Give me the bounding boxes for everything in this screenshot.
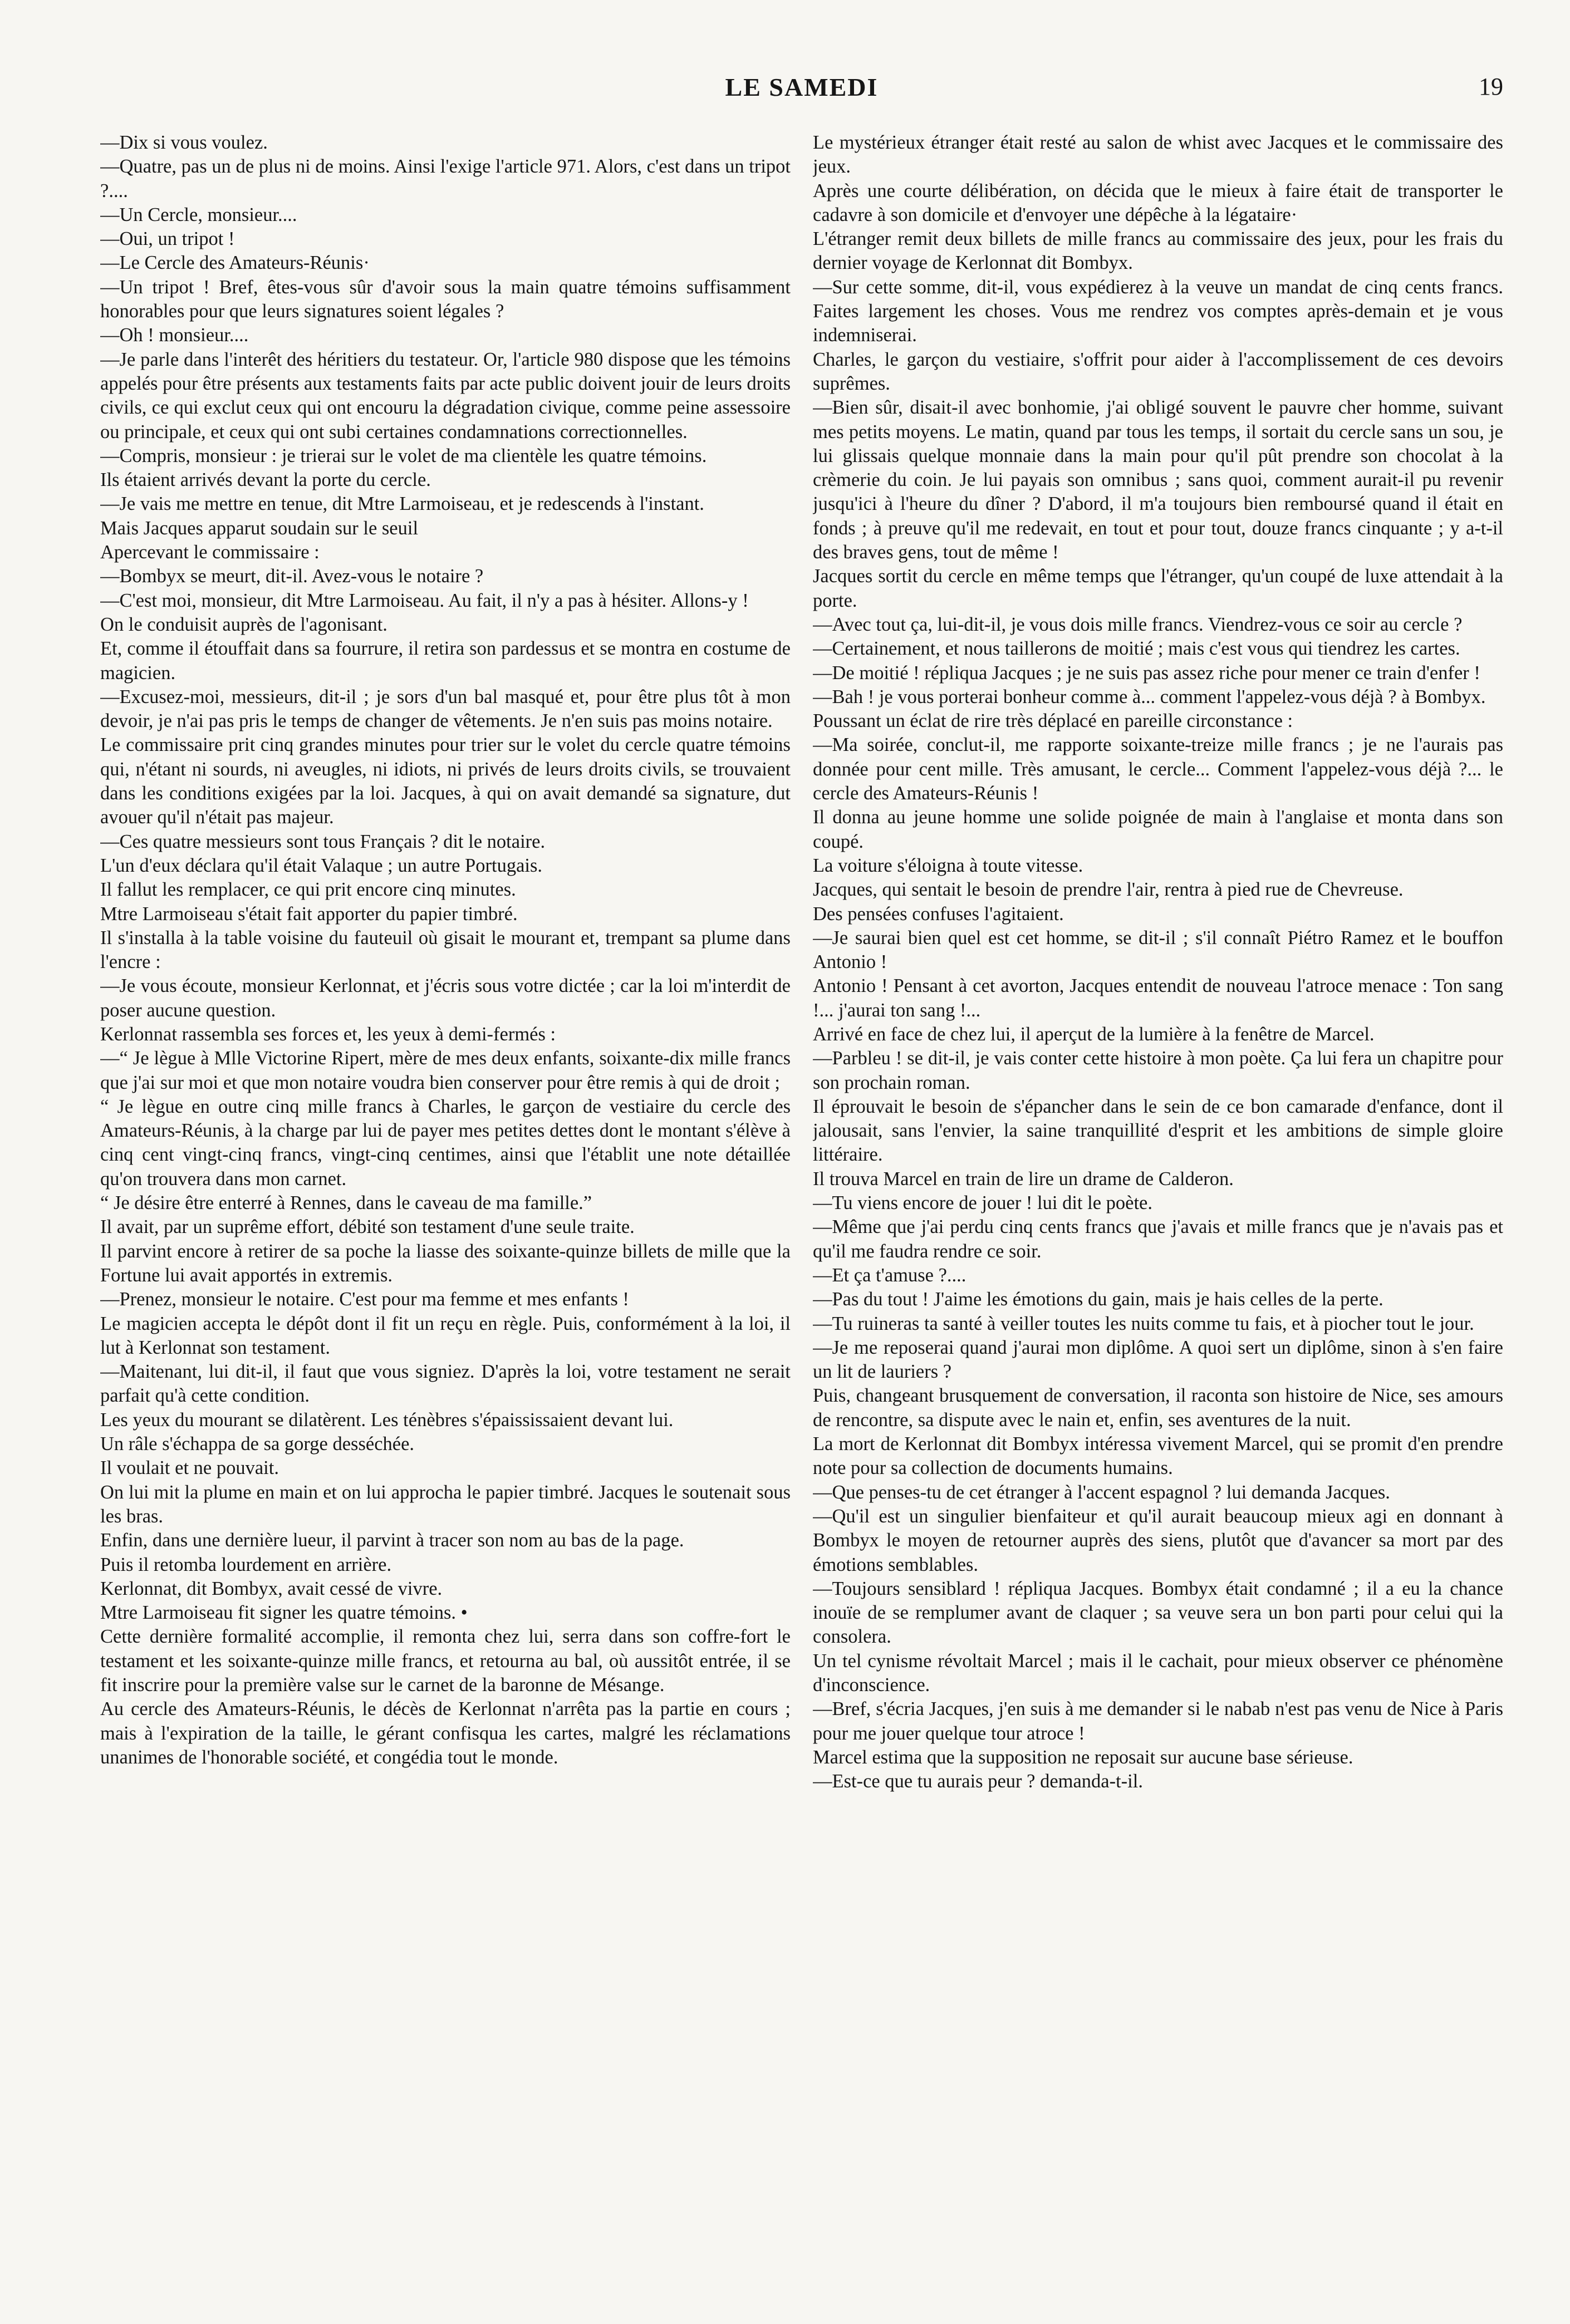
paragraph: —Un Cercle, monsieur.... [100, 204, 297, 225]
paragraph: La voiture s'éloigna à toute vitesse. [813, 854, 1083, 876]
paragraph: Le magicien accepta le dépôt dont il fit un reçu en règle. Puis, conformément à la loi, il lut à Kerlonnat son testament. [100, 1313, 791, 1358]
paragraph: Les yeux du mourant se dilatèrent. Les ténèbres s'épaississaient devant lui. [100, 1409, 674, 1431]
paragraph: —Toujours sensiblard ! répliqua Jacques. Bombyx était condamné ; il a eu la chance inouïe de se remplumer avant de claquer ; sa veuve sera un bon parti pour celui qui la consolera. [813, 1578, 1503, 1648]
paragraph: —Dix si vous voulez. [100, 132, 268, 153]
paragraph: —Je vous écoute, monsieur Kerlonnat, et j'écris sous votre dictée ; car la loi m'interdit de poser aucune question. [100, 975, 791, 1021]
page-number: 19 [1479, 73, 1503, 100]
left-column [100, 131, 791, 2279]
paragraph: L'étranger remit deux billets de mille francs au commissaire des jeux, pour les frais du dernier voyage de Kerlonnat dit Bombyx. [813, 228, 1503, 274]
paragraph: —Avec tout ça, lui-dit-il, je vous dois mille francs. Viendrez-vous ce soir au cercle ? [813, 613, 1463, 635]
paragraph: —“ Je lègue à Mlle Victorine Ripert, mère de mes deux enfants, soixante-dix mille francs que j'ai sur moi et que mon notaire voudra bien conserver pour être remis à qui de droit ; [100, 1048, 791, 1093]
paragraph: La mort de Kerlonnat dit Bombyx intéressa vivement Marcel, qui se promit d'en prendre note pour sa collection de documents humains. [813, 1433, 1503, 1479]
paragraph: Marcel estima que la supposition ne reposait sur aucune base sérieuse. [813, 1746, 1353, 1768]
paragraph: —Ma soirée, conclut-il, me rapporte soixante-treize mille francs ; je ne l'aurais pas donnée pour cent mille. Très amusant, le cercle... Comment l'appelez-vous déjà ?... le cercle des Amateurs-Réunis ! [813, 734, 1503, 804]
paragraph: Kerlonnat rassembla ses forces et, les yeux à demi-fermés : [100, 1023, 556, 1045]
paragraph: —Tu viens encore de jouer ! lui dit le poète. [813, 1192, 1152, 1214]
paragraph: Il avait, par un suprême effort, débité son testament d'une seule traite. [100, 1216, 635, 1238]
right-column [813, 131, 1503, 2279]
running-title: LE SAMEDI [725, 73, 879, 101]
page-header [100, 67, 1503, 117]
paragraph: “ Je désire être enterré à Rennes, dans le caveau de ma famille.” [100, 1192, 592, 1214]
paragraph: Jacques sortit du cercle en même temps que l'étranger, qu'un coupé de luxe attendait à la porte. [813, 566, 1503, 611]
paragraph: Il s'installa à la table voisine du fauteuil où gisait le mourant et, trempant sa plume dans l'encre : [100, 927, 791, 973]
paragraph: Et, comme il étouffait dans sa fourrure, il retira son pardessus et se montra en costume de magicien. [100, 638, 791, 684]
paragraph: Jacques, qui sentait le besoin de prendre l'air, rentra à pied rue de Chevreuse. [813, 879, 1404, 901]
paragraph: —Que penses-tu de cet étranger à l'accent espagnol ? lui demanda Jacques. [813, 1481, 1390, 1503]
paragraph: Après une courte délibération, on décida que le mieux à faire était de transporter le cadavre à son domicile et d'envoyer une dépêche à la légataire· [813, 180, 1503, 225]
paragraph: Il éprouvait le besoin de s'épancher dans le sein de ce bon camarade d'enfance, dont il jalousait, sans l'envier, la saine tranquillité d'esprit et les ambitions de simple gloire littéraire. [813, 1095, 1503, 1166]
paragraph: Puis, changeant brusquement de conversation, il raconta son histoire de Nice, ses amours de rencontre, sa dispute avec le nain et, enfin, ses aventures de la nuit. [813, 1385, 1503, 1431]
paragraph: Arrivé en face de chez lui, il aperçut de la lumière à la fenêtre de Marcel. [813, 1023, 1375, 1045]
paragraph: —Tu ruineras ta santé à veiller toutes les nuits comme tu fais, et à piocher tout le jour. [813, 1313, 1474, 1334]
paragraph: —Un tripot ! Bref, êtes-vous sûr d'avoir sous la main quatre témoins suffisamment honorables pour que leurs signatures soient légales ? [100, 276, 791, 322]
paragraph: —Quatre, pas un de plus ni de moins. Ainsi l'exige l'article 971. Alors, c'est dans un tripot ?.... [100, 156, 791, 202]
paragraph: —Je saurai bien quel est cet homme, se dit-il ; s'il connaît Piétro Ramez et le bouffon Antonio ! [813, 927, 1503, 973]
paragraph: —Ces quatre messieurs sont tous Français ? dit le notaire. [100, 831, 546, 852]
paragraph: Le commissaire prit cinq grandes minutes pour trier sur le volet du cercle quatre témoins qui, n'étant ni sourds, ni aveugles, ni idiots, ni privés de leurs droits civils, se trouvaient dans les conditions exigées par la loi. Jacques, à qui on avait demandé sa signature, dut avouer qu'il n'était pas majeur. [100, 734, 791, 828]
paragraph: —Sur cette somme, dit-il, vous expédierez à la veuve un mandat de cinq cents francs. Faites largement les choses. Vous me rendrez vos comptes après-demain et je vous indemniserai. [813, 276, 1503, 346]
paragraph: —Maitenant, lui dit-il, il faut que vous signiez. D'après la loi, votre testament ne serait parfait qu'à cette condition. [100, 1361, 791, 1407]
paragraph: —Le Cercle des Amateurs-Réunis· [100, 252, 370, 274]
paragraph: Kerlonnat, dit Bombyx, avait cessé de vivre. [100, 1578, 443, 1599]
paragraph: Il fallut les remplacer, ce qui prit encore cinq minutes. [100, 879, 516, 901]
paragraph: —Même que j'ai perdu cinq cents francs que j'avais et mille francs que je n'avais pas et qu'il me faudra rendre ce soir. [813, 1216, 1503, 1262]
paragraph: —Prenez, monsieur le notaire. C'est pour ma femme et mes enfants ! [100, 1289, 629, 1310]
paragraph: —Bombyx se meurt, dit-il. Avez-vous le notaire ? [100, 566, 484, 587]
paragraph: Un râle s'échappa de sa gorge desséchée. [100, 1433, 415, 1455]
paragraph: Au cercle des Amateurs-Réunis, le décès de Kerlonnat n'arrêta pas la partie en cours ; mais à l'expiration de la taille, le gérant confisqua les cartes, malgré les réclamations unanimes de l'honorable société, et congédia tout le monde. [100, 1698, 791, 1768]
paragraph: Apercevant le commissaire : [100, 542, 320, 563]
paragraph: —De moitié ! répliqua Jacques ; je ne suis pas assez riche pour mener ce train d'enfer ! [813, 662, 1480, 684]
paragraph: —Je me reposerai quand j'aurai mon diplôme. A quoi sert un diplôme, sinon à s'en faire un lit de lauriers ? [813, 1337, 1503, 1383]
paragraph: Puis il retomba lourdement en arrière. [100, 1554, 392, 1575]
paragraph: —Oui, un tripot ! [100, 228, 235, 250]
paragraph: —Bref, s'écria Jacques, j'en suis à me demander si le nabab n'est pas venu de Nice à Paris pour me jouer quelque tour atroce ! [813, 1698, 1503, 1744]
paragraph: —Je vais me mettre en tenue, dit Mtre Larmoiseau, et je redescends à l'instant. [100, 493, 704, 515]
paragraph: Il parvint encore à retirer de sa poche la liasse des soixante-quinze billets de mille que la Fortune lui avait apportés in extremis. [100, 1240, 791, 1286]
paragraph: Mtre Larmoiseau fit signer les quatre témoins. • [100, 1602, 468, 1624]
paragraph: Ils étaient arrivés devant la porte du cercle. [100, 469, 431, 491]
paragraph: —Bah ! je vous porterai bonheur comme à... comment l'appelez-vous déjà ? à Bombyx. [813, 686, 1486, 707]
paragraph: —Et ça t'amuse ?.... [813, 1264, 966, 1286]
paragraph: —C'est moi, monsieur, dit Mtre Larmoiseau. Au fait, il n'y a pas à hésiter. Allons-y ! [100, 589, 749, 611]
paragraph: Enfin, dans une dernière lueur, il parvint à tracer son nom au bas de la page. [100, 1530, 684, 1551]
paragraph: —Excusez-moi, messieurs, dit-il ; je sors d'un bal masqué et, pour être plus tôt à mon devoir, je n'ai pas pris le temps de changer de vêtements. Je n'en suis pas moins notaire. [100, 686, 791, 732]
paragraph: —Pas du tout ! J'aime les émotions du gain, mais je hais celles de la perte. [813, 1289, 1383, 1310]
paragraph: On le conduisit auprès de l'agonisant. [100, 613, 387, 635]
paragraph: Mtre Larmoiseau s'était fait apporter du papier timbré. [100, 903, 518, 925]
paragraph: L'un d'eux déclara qu'il était Valaque ; un autre Portugais. [100, 854, 543, 876]
paragraph: Il trouva Marcel en train de lire un drame de Calderon. [813, 1168, 1234, 1190]
paragraph: Charles, le garçon du vestiaire, s'offrit pour aider à l'accomplissement de ces devoirs suprêmes. [813, 348, 1503, 394]
paragraph: —Oh ! monsieur.... [100, 325, 249, 346]
paragraph: —Certainement, et nous taillerons de moitié ; mais c'est vous qui tiendrez les cartes. [813, 638, 1460, 660]
paragraph: Cette dernière formalité accomplie, il remonta chez lui, serra dans son coffre-fort le testament et les soixante-quinze mille francs, et retourna au bal, où aussitôt entrée, il se fit inscrire pour la première valse sur le carnet de la baronne de Mésange. [100, 1626, 791, 1696]
paragraph: —Parbleu ! se dit-il, je vais conter cette histoire à mon poète. Ça lui fera un chapitre pour son prochain roman. [813, 1048, 1503, 1093]
paragraph: Un tel cynisme révoltait Marcel ; mais il le cachait, pour mieux observer ce phénomène d'inconscience. [813, 1650, 1503, 1696]
paragraph: Le mystérieux étranger était resté au salon de whist avec Jacques et le commissaire des jeux. [813, 132, 1503, 178]
paragraph: Des pensées confuses l'agitaient. [813, 903, 1064, 925]
paragraph: Mais Jacques apparut soudain sur le seuil [100, 517, 419, 539]
paragraph: On lui mit la plume en main et on lui approcha le papier timbré. Jacques le soutenait sous les bras. [100, 1481, 791, 1527]
paragraph: —Je parle dans l'interêt des héritiers du testateur. Or, l'article 980 dispose que les témoins appelés pour être présents aux testaments faits par acte public doivent jouir de leurs droits civils, ce qui exclut ceux qui ont encouru la dégradation civique, comme peine assessoire ou principale, et ceux qui ont subi certaines condamnations correctionnelles. [100, 348, 791, 443]
paragraph: —Est-ce que tu aurais peur ? demanda-t-il. [813, 1771, 1143, 1792]
paragraph: Poussant un éclat de rire très déplacé en pareille circonstance : [813, 710, 1293, 732]
paragraph: —Bien sûr, disait-il avec bonhomie, j'ai obligé souvent le pauvre cher homme, suivant mes petits moyens. Le matin, quand par tous les temps, il sortait du cercle sans un sou, je lui glissais quelque monnaie dans la main pour qu'il pût prendre son chocolat à la crèmerie du coin. Je lui payais son omnibus ; sans quoi, comment aurait-il pu revenir jusqu'ici à l'heure du dîner ? D'abord, il m'a toujours bien remboursé quand il était en fonds ; à preuve qu'il me redevait, en tout et pour tout, douze francs cinquante ; y a-t-il des braves gens, tout de même ! [813, 397, 1503, 563]
paragraph: Il donna au jeune homme une solide poignée de main à l'anglaise et monta dans son coupé. [813, 807, 1503, 852]
paragraph: —Compris, monsieur : je trierai sur le volet de ma clientèle les quatre témoins. [100, 445, 707, 466]
paragraph: Antonio ! Pensant à cet avorton, Jacques entendit de nouveau l'atroce menace : Ton sang !... j'aurai ton sang !... [813, 975, 1503, 1021]
paragraph: —Qu'il est un singulier bienfaiteur et qu'il aurait beaucoup mieux agi en donnant à Bombyx le moyen de retourner auprès des siens, plutôt que d'avancer sa mort par des émotions semblables. [813, 1505, 1503, 1575]
paragraph: Il voulait et ne pouvait. [100, 1457, 279, 1479]
paragraph: “ Je lègue en outre cinq mille francs à Charles, le garçon de vestiaire du cercle des Amateurs-Réunis, à la charge par lui de payer mes petites dettes dont le montant s'élève à cinq cent vingt-cinq francs, vingt-cinq centimes, ainsi que l'établit une note détaillée qu'on trouvera dans mon carnet. [100, 1095, 791, 1190]
